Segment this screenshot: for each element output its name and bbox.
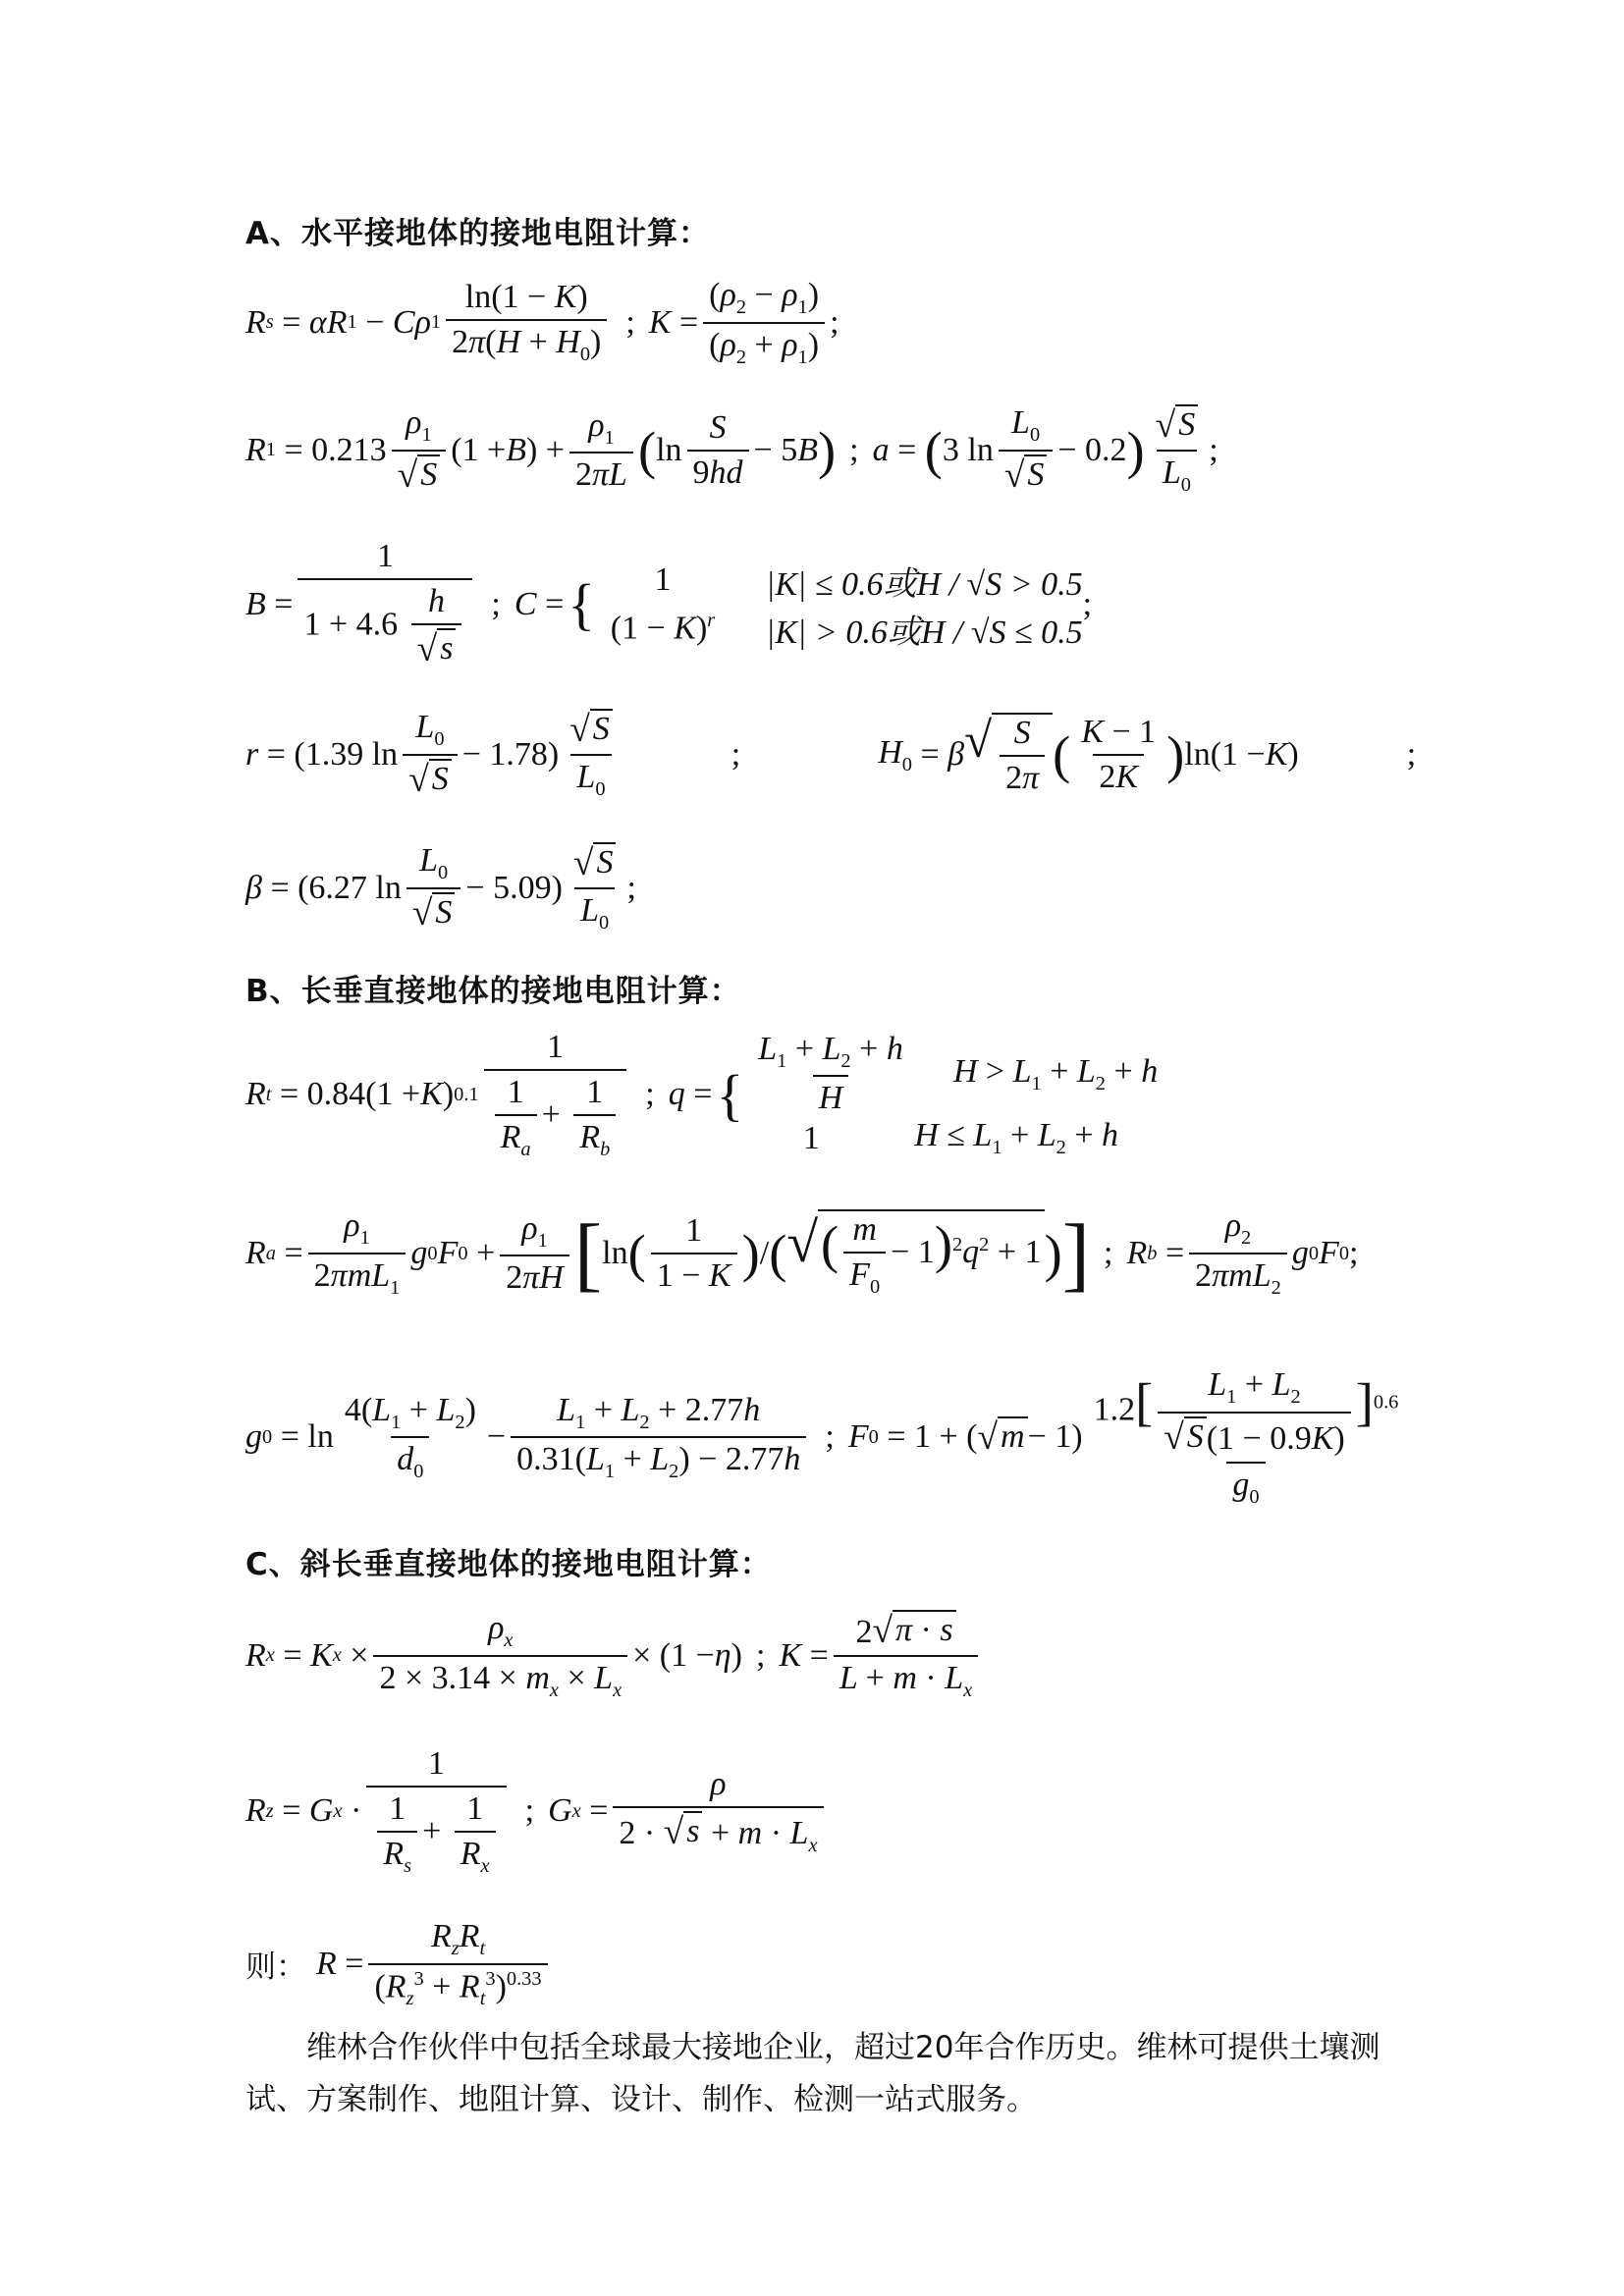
section-a-heading: A、水平接地体的接地电阻计算： bbox=[245, 216, 710, 251]
formula-b-c: B = 1 1 + 4.6 h √ s ; C = { 1 |K| ≤ 0.6或H / √S > 0.5 $(1 - K)^r$ |K| > 0.6或H / √S ≤ 0.5 ; bbox=[245, 538, 1093, 669]
formula-rz-gx: R z = G x · 1 $\frac{1}{R_s}$ + $\frac{1}{R_x}$ ; G x = ρ 2 · √ s + $m \cdot L_x$ bbox=[245, 1745, 829, 1878]
formula-ra-rb: R a = $\frac{\rho_1}{2\pi mL_1}$ g 0 F 0 + $\frac{\rho_1}{2\pi H}$ [ ln ( $\frac{1}{1 - K}$ ) / ( √ ( $\frac{m}{F_0}$ − $1)^2q^2 + 1$ ) ] ; R b = $\frac{\rho_2}{2\pi mL_2}$ g 0 F 0 ; bbox=[245, 1207, 1359, 1300]
section-c-heading: C、斜长垂直接地体的接地电阻计算： bbox=[245, 1547, 772, 1582]
formula-g0-f0: g 0 = ln $\frac{4(L_1 + L_2)}{d_0}$ − $\frac{L_1 + L_2 + 2.77h}{0.31(L_1 + L_2) - 2.77h}$ ; F 0 = 1 + ( √ m − 1) 1.2[ $L_1 + L_2$ √ S (1 − 0.9K) ]$^{0.6}$ $g_0$ bbox=[245, 1366, 1399, 1508]
formula-rs-k: R s = αR 1 − Cρ 1 $\frac{\ln(1 - K)}{2\pi(H + H_0)}$ ; K = $\frac{(\rho_2 - \rho_1)}{(\rho_2 + \rho_1)}$ ; bbox=[245, 277, 839, 368]
closing-paragraph: 维林合作伙伴中包括全球最大接地企业，超过20年合作历史。维林可提供土壤测试、方案制作、地阻计算、设计、制作、检测一站式服务。 bbox=[245, 2030, 1380, 2117]
formula-r1-a: R 1 = 0.213 $\rho_1$ √ S (1 + B ) + $\frac{\rho_1}{2\pi L}$ ( ln $\frac{S}{9hd}$ − 5 B ) ; a = ( 3 ln $L_0$ √ S − 0.2 ) √ S $L_0$ ; bbox=[245, 404, 1218, 496]
condition-1: |K| ≤ 0.6或H / √S > 0.5 bbox=[766, 565, 1083, 603]
formula-r-h0: r = (1.39 ln $L_0$ √ S − 1.78) √ S $L_0$ ; $H_0$ = β √ $\frac{S}{2\pi}$ ( $\frac{K - 1}{2K}$ ) ln(1 − K ) ; bbox=[245, 709, 1417, 800]
formula-r-final: 则： R = $\frac{R_zR_t}{(R_z^3 + R_t^3)^{0.33}}$ bbox=[245, 1918, 553, 2010]
formula-rt-q: R t = 0.84(1 + K ) 0.1 1 $\frac{1}{R_a}$ + $\frac{1}{R_b}$ ; q = { $\frac{L_1 + L_2 + h}{H}$ $H > L_1 + L_2 + h$ 1 $H \le L_1 + L_2 + h$ bbox=[245, 1029, 1159, 1160]
condition-2: |K| > 0.6或H / √S ≤ 0.5 bbox=[766, 614, 1083, 651]
conclusion-label: 则： bbox=[245, 1949, 306, 1986]
section-b-heading: B、长垂直接地体的接地电阻计算： bbox=[245, 974, 741, 1009]
formula-rx-k: R x = K x × $\frac{\rho_x}{2 \times 3.14 \times m_x \times L_x}$ × (1 − η ) ; K = 2 √ π · s $L + m \cdot L_x$ bbox=[245, 1610, 983, 1702]
formula-beta: β = (6.27 ln $L_0$ √ S − 5.09) √ S $L_0$ ; bbox=[245, 842, 636, 934]
